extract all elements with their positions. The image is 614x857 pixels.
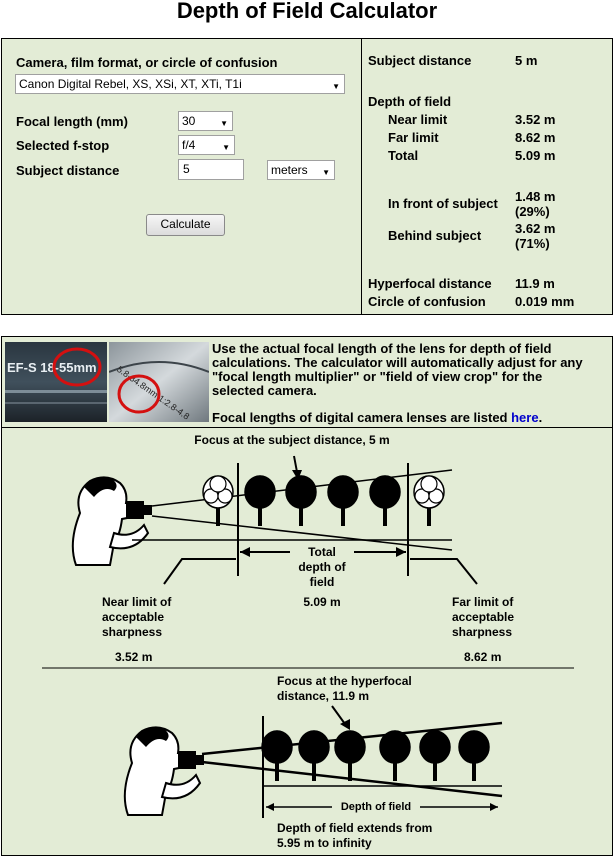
focal-length-select[interactable] — [178, 111, 233, 131]
info-line-1: Use the actual focal length of the lens for depth of field — [212, 341, 552, 356]
result-subject-label: Subject distance — [368, 53, 472, 68]
result-behind-label: Behind subject — [388, 228, 482, 243]
lens-1-text: EF-S 18-55mm — [7, 360, 97, 375]
far-limit-text-1: Far limit of — [452, 595, 514, 609]
result-far-value: 8.62 m — [515, 130, 556, 145]
subject-distance-label: Subject distance — [16, 163, 120, 178]
info-panel — [1, 336, 613, 427]
dof-arrow-label: Depth of field — [340, 801, 412, 813]
hyperfocal-label-1: Focus at the hyperfocal — [277, 674, 412, 688]
lens-photo-1 — [5, 342, 107, 422]
total-dof-label-3: field — [309, 575, 335, 589]
total-dof-value: 5.09 m — [303, 595, 341, 609]
info-line-5-period: . — [538, 410, 543, 425]
fstop-value: f/4 — [182, 138, 196, 152]
unit-value: meters — [271, 163, 308, 177]
chevron-down-icon: ▼ — [222, 143, 230, 152]
camera-label: Camera, film format, or circle of confusion — [16, 55, 278, 70]
result-near-label: Near limit — [388, 112, 448, 127]
calculate-button[interactable]: Calculate — [146, 214, 225, 236]
result-behind-percent: (71%) — [515, 236, 550, 251]
camera-select-value: Canon Digital Rebel, XS, XSi, XT, XTi, T1i — [19, 77, 242, 91]
info-line-5-text: Focal lengths of digital camera lenses are listed — [212, 410, 512, 425]
far-limit-text-2: acceptable — [452, 610, 515, 624]
focal-length-value: 30 — [182, 114, 196, 128]
result-near-value: 3.52 m — [515, 112, 556, 127]
photographer-figure-1 — [73, 477, 152, 565]
hyperfocal-label-2: distance, 11.9 m — [277, 689, 370, 703]
info-line-2: calculations. The calculator will automatically adjust for any — [212, 355, 583, 370]
result-hyperfocal-value: 11.9 m — [515, 276, 555, 291]
near-limit-text-1: Near limit of — [102, 595, 172, 609]
calculator-form-panel — [1, 38, 362, 315]
lens-2-text: 5.8-34.8mm 1:2.8-4.8 — [115, 364, 192, 422]
near-limit-text-2: acceptable — [102, 610, 165, 624]
dof-diagram-svg — [2, 428, 612, 855]
result-behind-value: 3.62 m — [515, 221, 556, 236]
unit-select[interactable] — [267, 160, 335, 180]
info-line-3: "focal length multiplier" or "field of view crop" for the — [212, 369, 543, 384]
chevron-down-icon: ▼ — [332, 82, 340, 91]
results-panel — [361, 38, 613, 315]
camera-select[interactable] — [15, 74, 345, 94]
fstop-select[interactable] — [178, 135, 235, 155]
subject-distance-input[interactable]: 5 — [178, 159, 244, 180]
extends-label-1: Depth of field extends from — [277, 821, 433, 835]
info-line-4: selected camera. — [212, 383, 317, 398]
fstop-label: Selected f-stop — [16, 138, 110, 153]
focal-length-label: Focal length (mm) — [16, 114, 128, 129]
near-limit-text-3: sharpness — [102, 625, 163, 639]
result-coc-value: 0.019 mm — [515, 294, 575, 309]
photographer-figure-2 — [125, 727, 204, 815]
extends-label-2: 5.95 m to infinity — [277, 836, 372, 850]
result-front-label: In front of subject — [388, 196, 498, 211]
lens-list-link[interactable]: here — [511, 410, 539, 425]
chevron-down-icon: ▼ — [220, 119, 228, 128]
result-subject-value: 5 m — [515, 53, 538, 68]
diagram-panel — [1, 427, 613, 856]
focus-subject-label: Focus at the subject distance, 5 m — [194, 433, 390, 447]
near-limit-value: 3.52 m — [115, 650, 153, 664]
result-total-label: Total — [388, 148, 419, 163]
chevron-down-icon: ▼ — [322, 168, 330, 177]
info-line-5 — [212, 410, 542, 425]
total-dof-label-1: Total — [308, 545, 336, 559]
result-hyperfocal-label: Hyperfocal distance — [368, 276, 492, 291]
far-limit-text-3: sharpness — [452, 625, 513, 639]
far-limit-value: 8.62 m — [464, 650, 502, 664]
result-dof-heading: Depth of field — [368, 94, 452, 109]
lens-photo-2 — [109, 342, 209, 422]
result-front-percent: (29%) — [515, 204, 550, 219]
result-coc-label: Circle of confusion — [368, 294, 486, 309]
total-dof-label-2: depth of — [298, 560, 346, 574]
result-far-label: Far limit — [388, 130, 439, 145]
result-total-value: 5.09 m — [515, 148, 556, 163]
result-front-value: 1.48 m — [515, 189, 556, 204]
page-title: Depth of Field Calculator — [176, 0, 438, 23]
